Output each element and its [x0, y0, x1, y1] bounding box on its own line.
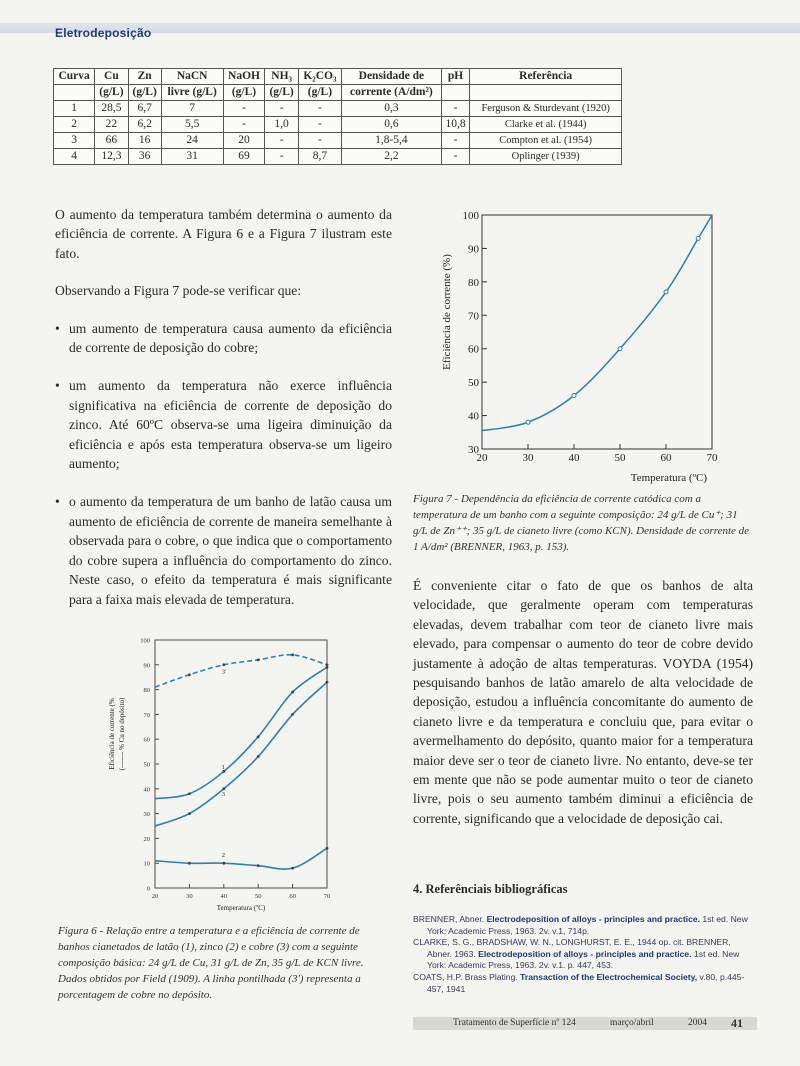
table-cell: -: [298, 117, 341, 133]
x-tick-label: 60: [660, 452, 672, 464]
references-list: [413, 914, 753, 995]
figure-7-caption: Figura 7 - Dependência da eficiência de corrente catódica com a temperatura de um banho com a seguinte composição: 24 g/L de Cu⁺; 31 g/L de Zn⁺⁺; 35 g/L de cianeto livre (como KCN). Densidade de corrente de 1 A/dm² (BRENNER, 1963, p. 153).: [413, 493, 750, 553]
table-cell: -: [441, 101, 470, 117]
table-cell: -: [441, 149, 470, 165]
table-cell: 6,7: [128, 101, 161, 117]
data-point: [257, 658, 260, 661]
curve-label: 2: [221, 852, 226, 859]
table-cell: 20: [223, 133, 265, 149]
data-point: [188, 862, 191, 865]
y-axis-label: Eficiência de corrente (%: [108, 698, 116, 770]
y-tick-label: 30: [468, 444, 479, 456]
y-tick-label: 40: [143, 786, 150, 794]
data-point: [664, 290, 668, 294]
table-cell: 2: [54, 117, 95, 133]
footer-date: março/abril: [610, 1018, 654, 1028]
data-point: [222, 787, 225, 790]
table-cell: -: [223, 117, 265, 133]
page-footer: [413, 1017, 757, 1030]
x-tick-label: 40: [568, 452, 580, 464]
data-point: [526, 420, 530, 424]
table-header-cell: NaOH: [223, 69, 265, 85]
y-tick-label: 50: [143, 761, 150, 769]
table-header-cell: [441, 85, 470, 101]
right-column: [413, 576, 753, 828]
data-point: [326, 666, 329, 669]
table-row: [54, 101, 622, 117]
table-cell: Ferguson & Sturdevant (1920): [470, 101, 622, 117]
table-header-cell: (g/L): [298, 85, 341, 101]
y-axis-label-secondary: (------- % Cu no depósito): [118, 697, 126, 771]
table-cell: -: [441, 133, 470, 149]
table-header-cell: (g/L): [95, 85, 128, 101]
y-tick-label: 70: [468, 310, 479, 323]
data-point: [291, 653, 294, 656]
table-header-cell: corrente (A/dm²): [342, 85, 442, 101]
footer-journal: Tratamento de Superfície nº 124: [453, 1018, 576, 1028]
y-tick-label: 70: [143, 711, 150, 719]
table-cell: 3: [54, 133, 95, 149]
table-header-cell: Densidade de: [342, 69, 442, 85]
series-line-4: [155, 655, 327, 687]
y-tick-label: 100: [140, 637, 150, 645]
table-cell: 0,3: [342, 101, 442, 117]
x-tick-label: 50: [254, 893, 262, 900]
series-line-2: [155, 848, 327, 869]
data-point: [696, 236, 700, 240]
table-header-row: [54, 85, 622, 101]
y-tick-label: 60: [143, 736, 150, 744]
table-cell: 28,5: [95, 101, 128, 117]
y-tick-label: 80: [143, 687, 150, 695]
table-header-cell: (g/L): [128, 85, 161, 101]
data-point: [572, 394, 576, 398]
table-header-cell: Curva: [54, 69, 95, 85]
table-cell: 16: [128, 133, 161, 149]
x-tick-label: 30: [186, 893, 193, 900]
footer-year: 2004: [688, 1018, 707, 1028]
section-header: Eletrodeposição: [55, 26, 152, 40]
x-tick-label: 40: [220, 893, 228, 900]
table-header-row: [54, 69, 622, 85]
table-cell: 6,2: [128, 117, 161, 133]
plot-frame: [482, 215, 712, 449]
table-cell: 10,8: [441, 117, 470, 133]
x-tick-label: 20: [476, 452, 488, 464]
series-line-1: [155, 667, 327, 798]
bullet-item: • um aumento da temperatura não exerce influência significativa na eficiência de corrente de deposição do zinco. Até 60ºC observa-se uma ligeira diminuição da eficiência e após esta temperatura observa-se um ligeiro aumento;: [55, 376, 392, 473]
y-tick-label: 100: [462, 210, 479, 222]
table-cell: 1,8-5,4: [342, 133, 442, 149]
figure-6-caption: Figura 6 - Relação entre a temperatura e a eficiência de corrente de banhos cianetados de latão (1), zinco (2) e cobre (3) com a seguinte composição básica: 24 g/L de Cu, 31 g/L de Zn, 35 g/L de KCN livre. Dados obtidos por Field (1909). A linha pontilhada (3') representa a porcentagem de cobre no depósito.: [58, 925, 364, 1001]
table-cell: 4: [54, 149, 95, 165]
y-tick-label: 10: [143, 860, 150, 868]
table-cell: -: [265, 149, 298, 165]
table-cell: 31: [161, 149, 223, 165]
x-tick-label: 20: [151, 893, 159, 900]
table-header-cell: NH₃: [265, 69, 298, 85]
table-header-cell: K₂CO₃: [298, 69, 341, 85]
y-tick-label: 0: [146, 885, 150, 893]
bullet-item: • o aumento da temperatura de um banho de latão causa um aumento de eficiência de corrente de maneira semelhante à observada para o cobre, o que indica que o comportamento do cobre supera a influência do comportamento do zinco. Neste caso, o efeito da temperatura é mais significante para a faixa mais elevada de temperatura.: [55, 492, 392, 608]
y-tick-label: 40: [468, 410, 479, 423]
y-tick-label: 30: [143, 811, 150, 819]
table-cell: Clarke et al. (1944): [470, 117, 622, 133]
data-point: [618, 347, 622, 351]
data-point: [291, 691, 294, 694]
data-point: [222, 862, 225, 865]
series-line: [482, 215, 712, 431]
table-cell: 1,0: [265, 117, 298, 133]
table-header-cell: (g/L): [223, 85, 265, 101]
table-cell: 0,6: [342, 117, 442, 133]
y-axis-label: Eficiência de corrente (%): [441, 254, 453, 370]
table-header-cell: Referência: [470, 69, 622, 85]
x-tick-label: 70: [323, 893, 331, 900]
table-cell: 22: [95, 117, 128, 133]
data-point: [188, 812, 191, 815]
table-cell: -: [265, 133, 298, 149]
curve-label: 3': [221, 668, 227, 676]
table-cell: -: [223, 101, 265, 117]
table-cell: 8,7: [298, 149, 341, 165]
page-number: 41: [731, 1016, 743, 1030]
table-cell: Compton et al. (1954): [470, 133, 622, 149]
table-header-cell: [54, 85, 95, 101]
table-header-cell: pH: [441, 69, 470, 85]
x-tick-label: 60: [289, 893, 296, 900]
x-tick-label: 70: [706, 452, 718, 464]
table-cell: 69: [223, 149, 265, 165]
data-point: [222, 663, 225, 666]
table-header-cell: (g/L): [265, 85, 298, 101]
curve-label: 1: [221, 763, 226, 771]
data-point: [257, 864, 260, 867]
table-header-cell: livre (g/L): [161, 85, 223, 101]
x-tick-label: 30: [522, 452, 534, 464]
bullet-list: [55, 319, 392, 609]
curve-label: 3: [221, 791, 226, 799]
references-title: 4. Referênciais bibliográficas: [413, 882, 568, 896]
bullet-item: • um aumento de temperatura causa aumento da eficiência de corrente de deposição do cobre;: [55, 319, 392, 358]
table-row: [54, 149, 622, 165]
series-line-3: [155, 682, 327, 826]
y-tick-label: 60: [468, 343, 479, 356]
y-tick-label: 50: [468, 377, 479, 390]
y-tick-label: 80: [468, 276, 479, 289]
table-header-cell: NaCN: [161, 69, 223, 85]
table-cell: 1: [54, 101, 95, 117]
y-tick-label: 90: [143, 662, 150, 670]
table-row: [54, 117, 622, 133]
table-cell: -: [265, 101, 298, 117]
table-header-cell: Cu: [95, 69, 128, 85]
reference-item: COATS, H.P. Brass Plating. Transaction of the Electrochemical Society, v.80, p.445-457, 1941: [413, 971, 745, 994]
paragraph: É conveniente citar o fato de que os banhos de alta velocidade, que geralmente operam com temperaturas elevadas, devem trabalhar com teor de cianeto livre mais elevado, para compensar o aumento do teor de cobre devido justamente à adoção de altas temperaturas. VOYDA (1954) pesquisando banhos de latão amarelo de alta velocidade de deposição, estudou a influência concomitante do aumento de cianeto livre e da temperatura e concluiu que, para evitar o avermelhamento do depósito, quanto maior for a temperatura maior deve ser o teor de cianeto livre. No entanto, deve-se ter em mente que não se pode aumentar muito o teor de cianeto livre, pois o seu aumento também diminui a eficiência de corrente, significando que a velocidade de deposição cai.: [413, 578, 753, 826]
paragraph: Observando a Figura 7 pode-se verificar que:: [55, 283, 302, 299]
x-axis-label: Temperatura (ºC): [630, 472, 707, 484]
table-cell: 12,3: [95, 149, 128, 165]
data-point: [257, 735, 260, 738]
left-column: [55, 205, 392, 628]
table-cell: -: [298, 133, 341, 149]
table-header-cell: [470, 85, 622, 101]
table-cell: 7: [161, 101, 223, 117]
data-point: [326, 681, 329, 684]
reference-item: BRENNER, Abner. Electrodeposition of alloys - principles and practice. 1st ed. New York: Academic Press, 1963. 2v. v.1, 714p.: [413, 914, 748, 936]
data-point: [326, 847, 329, 850]
reference-item: CLARKE, S. G., BRADSHAW, W. N., LONGHURST, E. E., 1944 op. cit. BRENNER, Abner. 1963. Electrodeposition of alloys - principles and practice. 1st ed. New York: Academic Press, 1963. 2v. v.1. p. 447, 453.: [413, 937, 740, 971]
composition-table: [53, 68, 622, 165]
figure-6-chart: [100, 628, 340, 918]
data-point: [188, 792, 191, 795]
table-header-cell: Zn: [128, 69, 161, 85]
table-cell: 66: [95, 133, 128, 149]
y-tick-label: 90: [468, 243, 479, 256]
figure-7-chart: [418, 205, 728, 485]
table-cell: 2,2: [342, 149, 442, 165]
table-cell: 36: [128, 149, 161, 165]
y-tick-label: 20: [143, 835, 150, 843]
data-point: [291, 867, 294, 870]
data-point: [291, 713, 294, 716]
x-tick-label: 50: [614, 452, 626, 464]
table-cell: -: [298, 101, 341, 117]
table-row: [54, 133, 622, 149]
x-axis-label: Temperatura (ºC): [216, 904, 266, 912]
table-cell: 24: [161, 133, 223, 149]
data-point: [188, 673, 191, 676]
data-point: [257, 755, 260, 758]
paragraph: O aumento da temperatura também determina o aumento da eficiência de corrente. A Figura 6 e a Figura 7 ilustram este fato.: [55, 207, 392, 261]
table-cell: 5,5: [161, 117, 223, 133]
data-point: [326, 663, 329, 666]
table-cell: Oplinger (1939): [470, 149, 622, 165]
